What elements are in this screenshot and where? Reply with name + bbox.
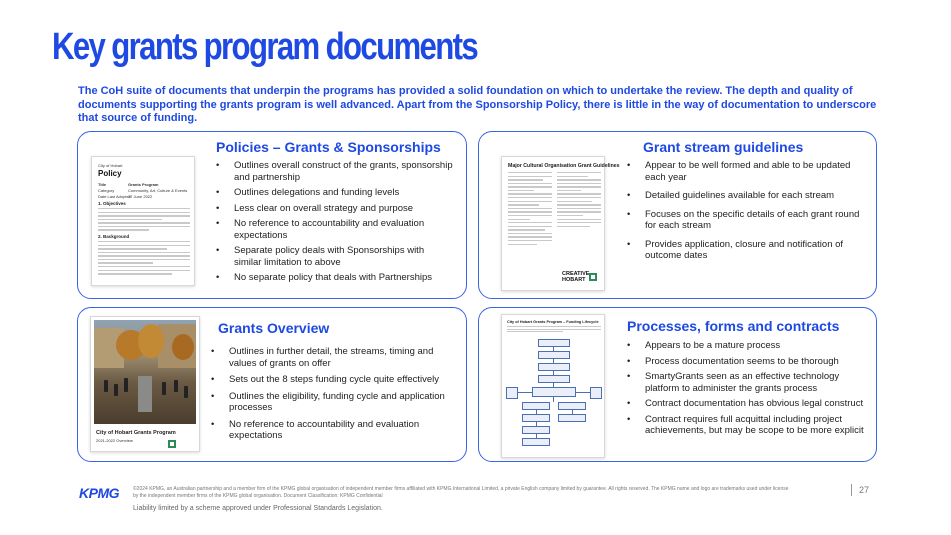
list-item: • Less clear on overall strategy and purpose <box>213 203 453 215</box>
list-item: • Sets out the 8 steps funding cycle quite effectively <box>208 374 453 386</box>
thumb-row-value: 27 June 2022 <box>128 194 153 199</box>
policy-document-thumbnail[interactable] <box>91 156 195 286</box>
footer-liability-text: Liability limited by a scheme approved under Professional Standards Legislation. <box>133 505 383 512</box>
city-crest-icon <box>588 272 598 282</box>
kpmg-logo: KPMG <box>79 485 119 501</box>
panel-overview <box>77 307 467 462</box>
thumb-row-value: Community, Art, Culture & Events <box>128 188 188 193</box>
page-title: Key grants program documents <box>52 26 478 68</box>
intro-text: The CoH suite of documents that underpin the programs has provided a solid foundation on which to undertake the review. The depth and quality of documents supporting the grants program is well advanced. Apart from the Sponsorship Policy, there is little in the way of documentation to underscore that source of funding. <box>78 85 877 124</box>
page-number: 27 <box>859 485 870 495</box>
thumb-heading: Major Cultural Organisation Grant Guidelines <box>508 163 620 169</box>
logo-line: HOBART <box>562 277 586 283</box>
thumb-org: City of Hobart <box>98 163 123 168</box>
thumb-subcaption: 2021-2022 Overview <box>96 438 133 443</box>
page-number-divider <box>851 484 852 496</box>
thumb-text-lines <box>507 326 601 334</box>
bullet-list <box>624 340 869 441</box>
thumb-row-value: Grants Program <box>128 182 159 187</box>
process-document-thumbnail[interactable] <box>501 314 605 458</box>
thumb-row-label: Date Last Adopted <box>98 194 131 199</box>
logo-line: CREATIVE <box>562 271 590 277</box>
list-item: • Outlines in further detail, the streams, timing and values of grants on offer <box>208 346 453 369</box>
list-item: • Appear to be well formed and able to be updated each year <box>624 160 864 183</box>
thumb-caption: City of Hobart Grants Program <box>96 430 176 436</box>
overview-document-thumbnail[interactable] <box>90 316 200 452</box>
thumb-heading: City of Hobart Grants Program – Funding Lifecycle <box>507 320 599 324</box>
list-item: • Provides application, closure and notification of outcome dates <box>624 239 864 262</box>
thumb-heading: Policy <box>98 169 122 178</box>
list-item: • Process documentation seems to be thorough <box>624 356 869 368</box>
list-item: • Detailed guidelines available for each stream <box>624 190 864 202</box>
list-item: • Contract documentation has obvious legal construct <box>624 398 869 410</box>
footer-legal-text: ©2024 KPMG, an Australian partnership and a member firm of the KPMG global organisation of independent member firms affiliated with KPMG International Limited, a private English company limited by guarantee. All rights reserved. The KPMG name and logo are trademarks used under license by the independent member firms of the KPMG global organisation. Document Classification: KPMG Confidential <box>133 486 789 499</box>
panel-title: Policies – Grants & Sponsorships <box>216 139 441 155</box>
creative-hobart-logo <box>562 271 589 283</box>
thumb-row-label: Category <box>98 188 115 193</box>
list-item: • Outlines the eligibility, funding cycle and application processes <box>208 391 453 414</box>
bullet-list <box>208 346 453 447</box>
thumb-text-lines <box>98 241 190 277</box>
list-item: • Outlines overall construct of the grants, sponsorship and partnership <box>213 160 453 183</box>
panel-guidelines <box>478 131 877 299</box>
list-item: • Appears to be a mature process <box>624 340 869 352</box>
list-item: • Focuses on the specific details of each grant round for each stream <box>624 209 864 232</box>
panel-title: Grants Overview <box>218 320 330 336</box>
panel-title: Processes, forms and contracts <box>627 318 840 334</box>
list-item: • Outlines delegations and funding levels <box>213 187 453 199</box>
thumb-section-heading: 2. Background <box>98 234 130 239</box>
list-item: • No separate policy that deals with Partnerships <box>213 272 453 284</box>
list-item: • Contract requires full acquittal including project achievements, but may be scope to be more explicit <box>624 414 869 437</box>
panel-processes <box>478 307 877 462</box>
list-item: • Separate policy deals with Sponsorships with similar limitation to above <box>213 245 453 268</box>
thumb-section-heading: 1. Objectives <box>98 201 126 206</box>
thumb-text-lines <box>557 172 601 229</box>
panel-policies <box>77 131 467 299</box>
thumb-text-lines <box>508 172 552 247</box>
thumb-row-label: Title <box>98 182 107 187</box>
guidelines-document-thumbnail[interactable] <box>501 156 620 291</box>
list-item: • No reference to accountability and evaluation expectations <box>213 218 453 241</box>
thumb-text-lines <box>98 208 190 233</box>
bullet-list <box>213 160 453 288</box>
city-square-photo <box>94 320 196 424</box>
list-item: • No reference to accountability and evaluation expectations <box>208 419 453 442</box>
panel-title: Grant stream guidelines <box>643 139 804 155</box>
list-item: • SmartyGrants seen as an effective technology platform to administer the grants process <box>624 371 869 394</box>
bullet-list <box>624 160 864 269</box>
city-crest-icon <box>167 439 177 449</box>
